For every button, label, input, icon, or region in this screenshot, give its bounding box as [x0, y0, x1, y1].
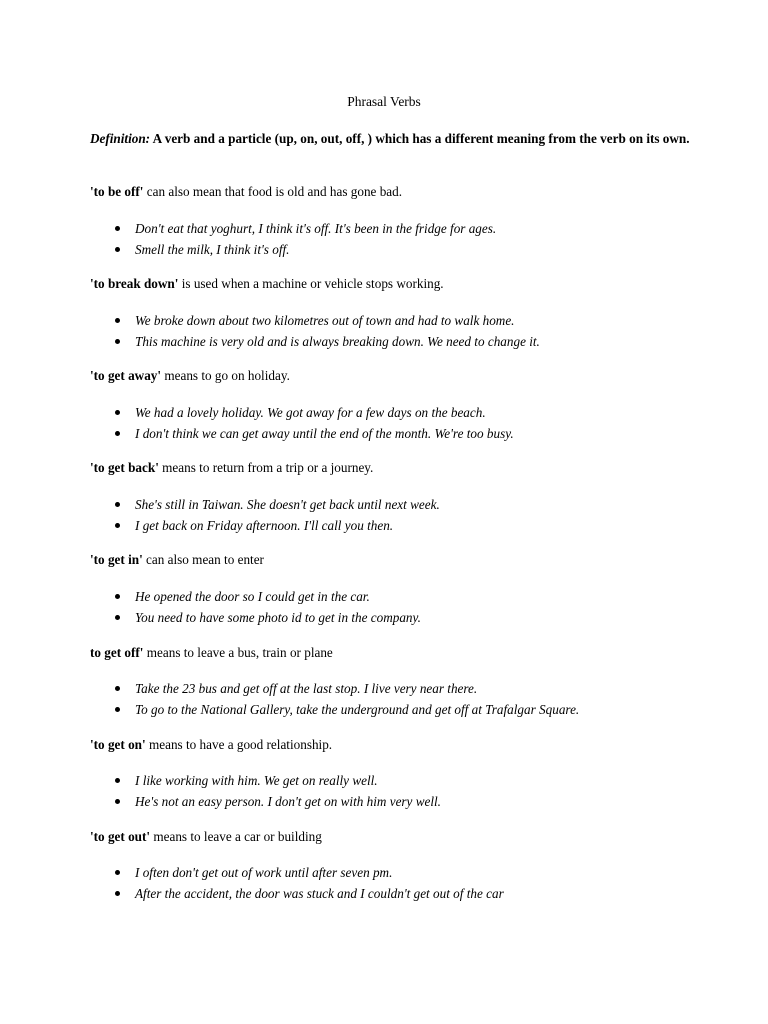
page-title: Phrasal Verbs — [347, 94, 421, 109]
entry-heading — [90, 183, 690, 200]
entry-heading — [90, 736, 690, 753]
example-text: I don't think we can get away until the end of the month. We're too busy. — [135, 425, 514, 441]
example-text: We had a lovely holiday. We got away for a few days on the beach. — [135, 405, 486, 420]
example-item — [90, 333, 710, 354]
example-text: He's not an easy person. I don't get on with him very well. — [135, 793, 441, 809]
example-text: Smell the milk, I think it's off. — [135, 241, 290, 257]
entry-heading — [90, 367, 690, 384]
entry-description: means to go on holiday. — [161, 368, 290, 383]
entry-description: means to have a good relationship. — [145, 737, 333, 752]
bullet-icon — [115, 778, 120, 783]
example-list — [90, 312, 710, 353]
example-item — [90, 609, 710, 630]
example-item — [90, 680, 710, 701]
example-text: I get back on Friday afternoon. I'll call you then. — [135, 517, 394, 533]
example-item — [90, 496, 710, 517]
bullet-icon — [115, 318, 120, 323]
entry-term: 'to get out' — [90, 829, 151, 844]
definition-paragraph — [90, 129, 690, 149]
bullet-icon — [115, 502, 120, 507]
definition-label: Definition: — [90, 131, 151, 146]
bullet-icon — [115, 891, 120, 896]
bullet-icon — [115, 339, 120, 344]
entry-description: can also mean that food is old and has gone bad. — [143, 184, 403, 199]
entry-description: is used when a machine or vehicle stops working. — [178, 276, 444, 291]
example-list — [90, 772, 710, 813]
bullet-icon — [115, 247, 120, 252]
example-item — [90, 425, 710, 446]
example-text: After the accident, the door was stuck and I couldn't get out of the car — [135, 885, 504, 901]
example-item — [90, 404, 710, 425]
example-text: She's still in Taiwan. She doesn't get back until next week. — [135, 497, 440, 512]
definition-text: A verb and a particle (up, on, out, off, ) which has a different meaning from the verb on its own. — [150, 131, 690, 146]
bullet-icon — [115, 431, 120, 436]
entry-term: 'to break down' — [90, 276, 179, 291]
entry-heading — [90, 644, 690, 661]
example-item — [90, 864, 710, 885]
entry-heading — [90, 828, 690, 845]
entry-term: 'to be off' — [90, 184, 144, 199]
bullet-icon — [115, 615, 120, 620]
example-text: I like working with him. We get on really well. — [135, 773, 378, 788]
example-item — [90, 312, 710, 333]
example-item — [90, 241, 710, 262]
bullet-icon — [115, 686, 120, 691]
entry-description: means to leave a car or building — [150, 829, 322, 844]
example-text: We broke down about two kilometres out of town and had to walk home. — [135, 313, 515, 328]
example-text: This machine is very old and is always breaking down. We need to change it. — [135, 333, 540, 349]
bullet-icon — [115, 799, 120, 804]
entry-description: means to return from a trip or a journey. — [158, 460, 374, 475]
example-text: You need to have some photo id to get in the company. — [135, 609, 421, 625]
entry-term: to get off' — [90, 645, 144, 660]
entry-heading — [90, 275, 690, 292]
example-item — [90, 588, 710, 609]
example-list — [90, 404, 710, 445]
example-list — [90, 220, 710, 261]
example-list — [90, 864, 710, 905]
entry-term: 'to get on' — [90, 737, 146, 752]
bullet-icon — [115, 523, 120, 528]
entry-heading — [90, 551, 690, 568]
example-list — [90, 496, 710, 537]
example-item — [90, 885, 710, 906]
bullet-icon — [115, 594, 120, 599]
entry-description: means to leave a bus, train or plane — [143, 645, 333, 660]
example-item — [90, 772, 710, 793]
bullet-icon — [115, 226, 120, 231]
example-list — [90, 680, 710, 721]
example-item — [90, 517, 710, 538]
example-item — [90, 793, 710, 814]
entry-heading — [90, 459, 690, 476]
entry-term: 'to get in' — [90, 552, 143, 567]
example-text: Don't eat that yoghurt, I think it's off. It's been in the fridge for ages. — [135, 221, 497, 236]
entry-term: 'to get back' — [90, 460, 159, 475]
example-text: Take the 23 bus and get off at the last stop. I live very near there. — [135, 681, 478, 696]
entry-description: can also mean to enter — [142, 552, 264, 567]
example-text: To go to the National Gallery, take the underground and get off at Trafalgar Square. — [135, 701, 580, 717]
entry-term: 'to get away' — [90, 368, 162, 383]
bullet-icon — [115, 707, 120, 712]
example-text: I often don't get out of work until after seven pm. — [135, 865, 393, 880]
bullet-icon — [115, 870, 120, 875]
example-text: He opened the door so I could get in the car. — [135, 589, 370, 604]
example-item — [90, 220, 710, 241]
example-list — [90, 588, 710, 629]
bullet-icon — [115, 410, 120, 415]
example-item — [90, 701, 710, 722]
